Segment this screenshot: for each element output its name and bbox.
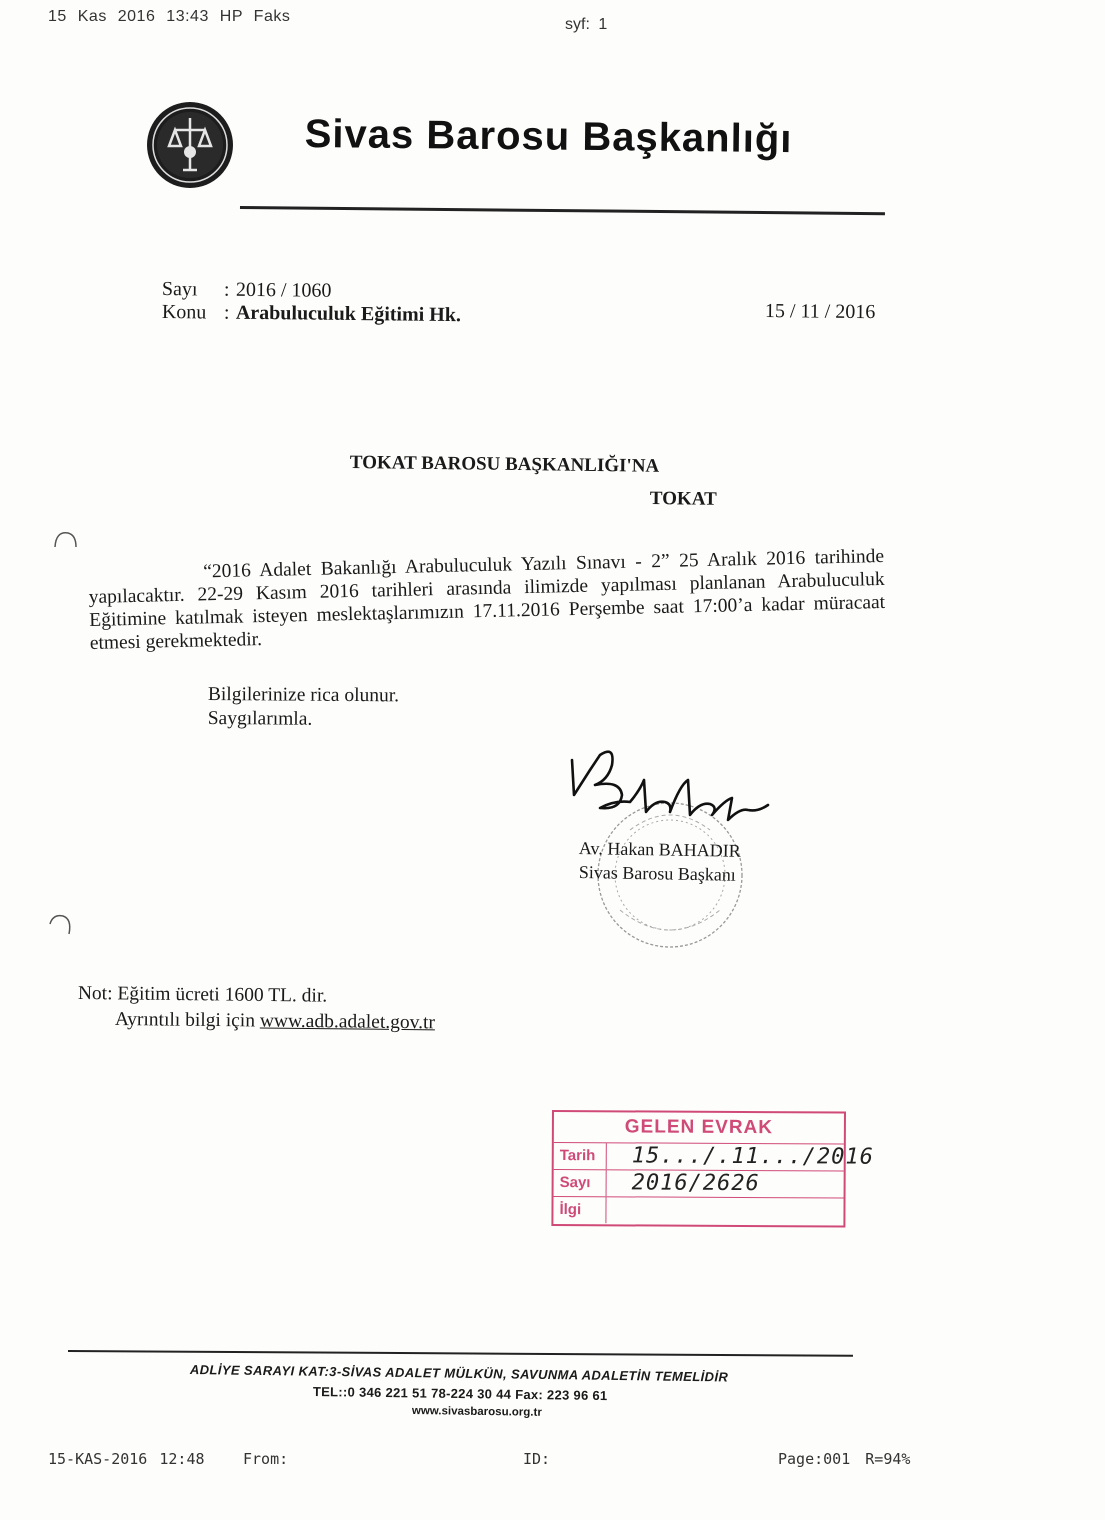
received-stamp-related-row (553, 1196, 843, 1225)
note-info-prefix: Ayrıntılı bilgi için (114, 1009, 260, 1032)
punch-hole-icon (50, 525, 80, 555)
received-number-value: 2016/2626 (631, 1170, 760, 1197)
received-date-value: 15.../.11.../2016 (631, 1143, 874, 1170)
fax-footer-date: 15-KAS-2016 12:48 (48, 1450, 205, 1468)
handwritten-signature-icon (560, 740, 790, 850)
fax-header-page: syf: 1 (565, 16, 608, 33)
body-paragraph: “2016 Adalet Bakanlığı Arabuluculuk Yazılı Sınavı - 2” 25 Aralık 2016 tarihinde yapılacaktır. 22-29 Kasım 2016 tarihleri arasında ilimizde yapılması planlanan Arabuluculuk Eğitimine katılmak isteyen meslektaşlarımızın 17.11.2016 Perşembe saat 17:00’a kadar müracaat etmesi gerekmektedir. (88, 545, 886, 654)
subject-row (162, 301, 461, 327)
signer-name: Av. Hakan BAHADIR (578, 838, 741, 861)
fax-footer-page: Page:001 R=94% (778, 1450, 911, 1468)
fax-footer-id: ID: (523, 1450, 551, 1468)
punch-hole-icon (45, 910, 75, 940)
fax-footer-from: From: (243, 1450, 289, 1468)
received-number-label: Sayı (559, 1174, 591, 1192)
reference-number-separator: : (223, 278, 230, 301)
received-document-stamp (551, 1110, 874, 1228)
closing-line-1: Bilgilerinize rica olunur. (207, 684, 400, 707)
footer-address-motto: ADLİYE SARAYI KAT:3-SİVAS ADALET MÜLKÜN, SAVUNMA ADALETİN TEMELİDİR (189, 1362, 729, 1385)
closing-block (208, 683, 399, 732)
subject-value: Arabuluculuk Eğitimi Hk. (235, 301, 462, 327)
closing-line-2: Saygılarımla. (207, 707, 313, 730)
organization-title: Sivas Barosu Başkanlığı (304, 112, 793, 162)
received-stamp-date-row (554, 1142, 874, 1171)
footer-website: www.sivasbarosu.org.tr (411, 1405, 542, 1419)
received-date-label: Tarih (559, 1147, 596, 1165)
received-related-label: İlgi (559, 1201, 582, 1219)
bar-association-seal-icon (145, 100, 235, 190)
footer-divider (68, 1350, 853, 1357)
signer-title: Sivas Barosu Başkanı (578, 862, 736, 885)
note-info (115, 1009, 435, 1034)
header-divider (240, 206, 885, 215)
received-stamp-title: GELEN EVRAK (624, 1116, 774, 1139)
subject-label: Konu (161, 301, 207, 324)
footer-phone-fax: TEL::0 346 221 51 78-224 30 44 Fax: 223 96 61 (312, 1384, 608, 1404)
subject-separator: : (223, 301, 230, 324)
reference-number-value: 2016 / 1060 (235, 278, 332, 302)
fax-header-timestamp: 15 Kas 2016 13:43 HP Faks (48, 8, 291, 25)
received-stamp-number-row (554, 1169, 844, 1198)
letter-date: 15 / 11 / 2016 (764, 300, 876, 324)
reference-number-label: Sayı (161, 278, 198, 301)
recipient-line-1: TOKAT BAROSU BAŞKANLIĞI'NA (349, 452, 660, 477)
reference-number-row (162, 278, 332, 303)
note-fee: Not: Eğitim ücreti 1600 TL. dir. (77, 983, 328, 1007)
recipient-line-2: TOKAT (649, 488, 717, 510)
info-website-link[interactable]: www.adb.adalet.gov.tr (259, 1010, 436, 1034)
